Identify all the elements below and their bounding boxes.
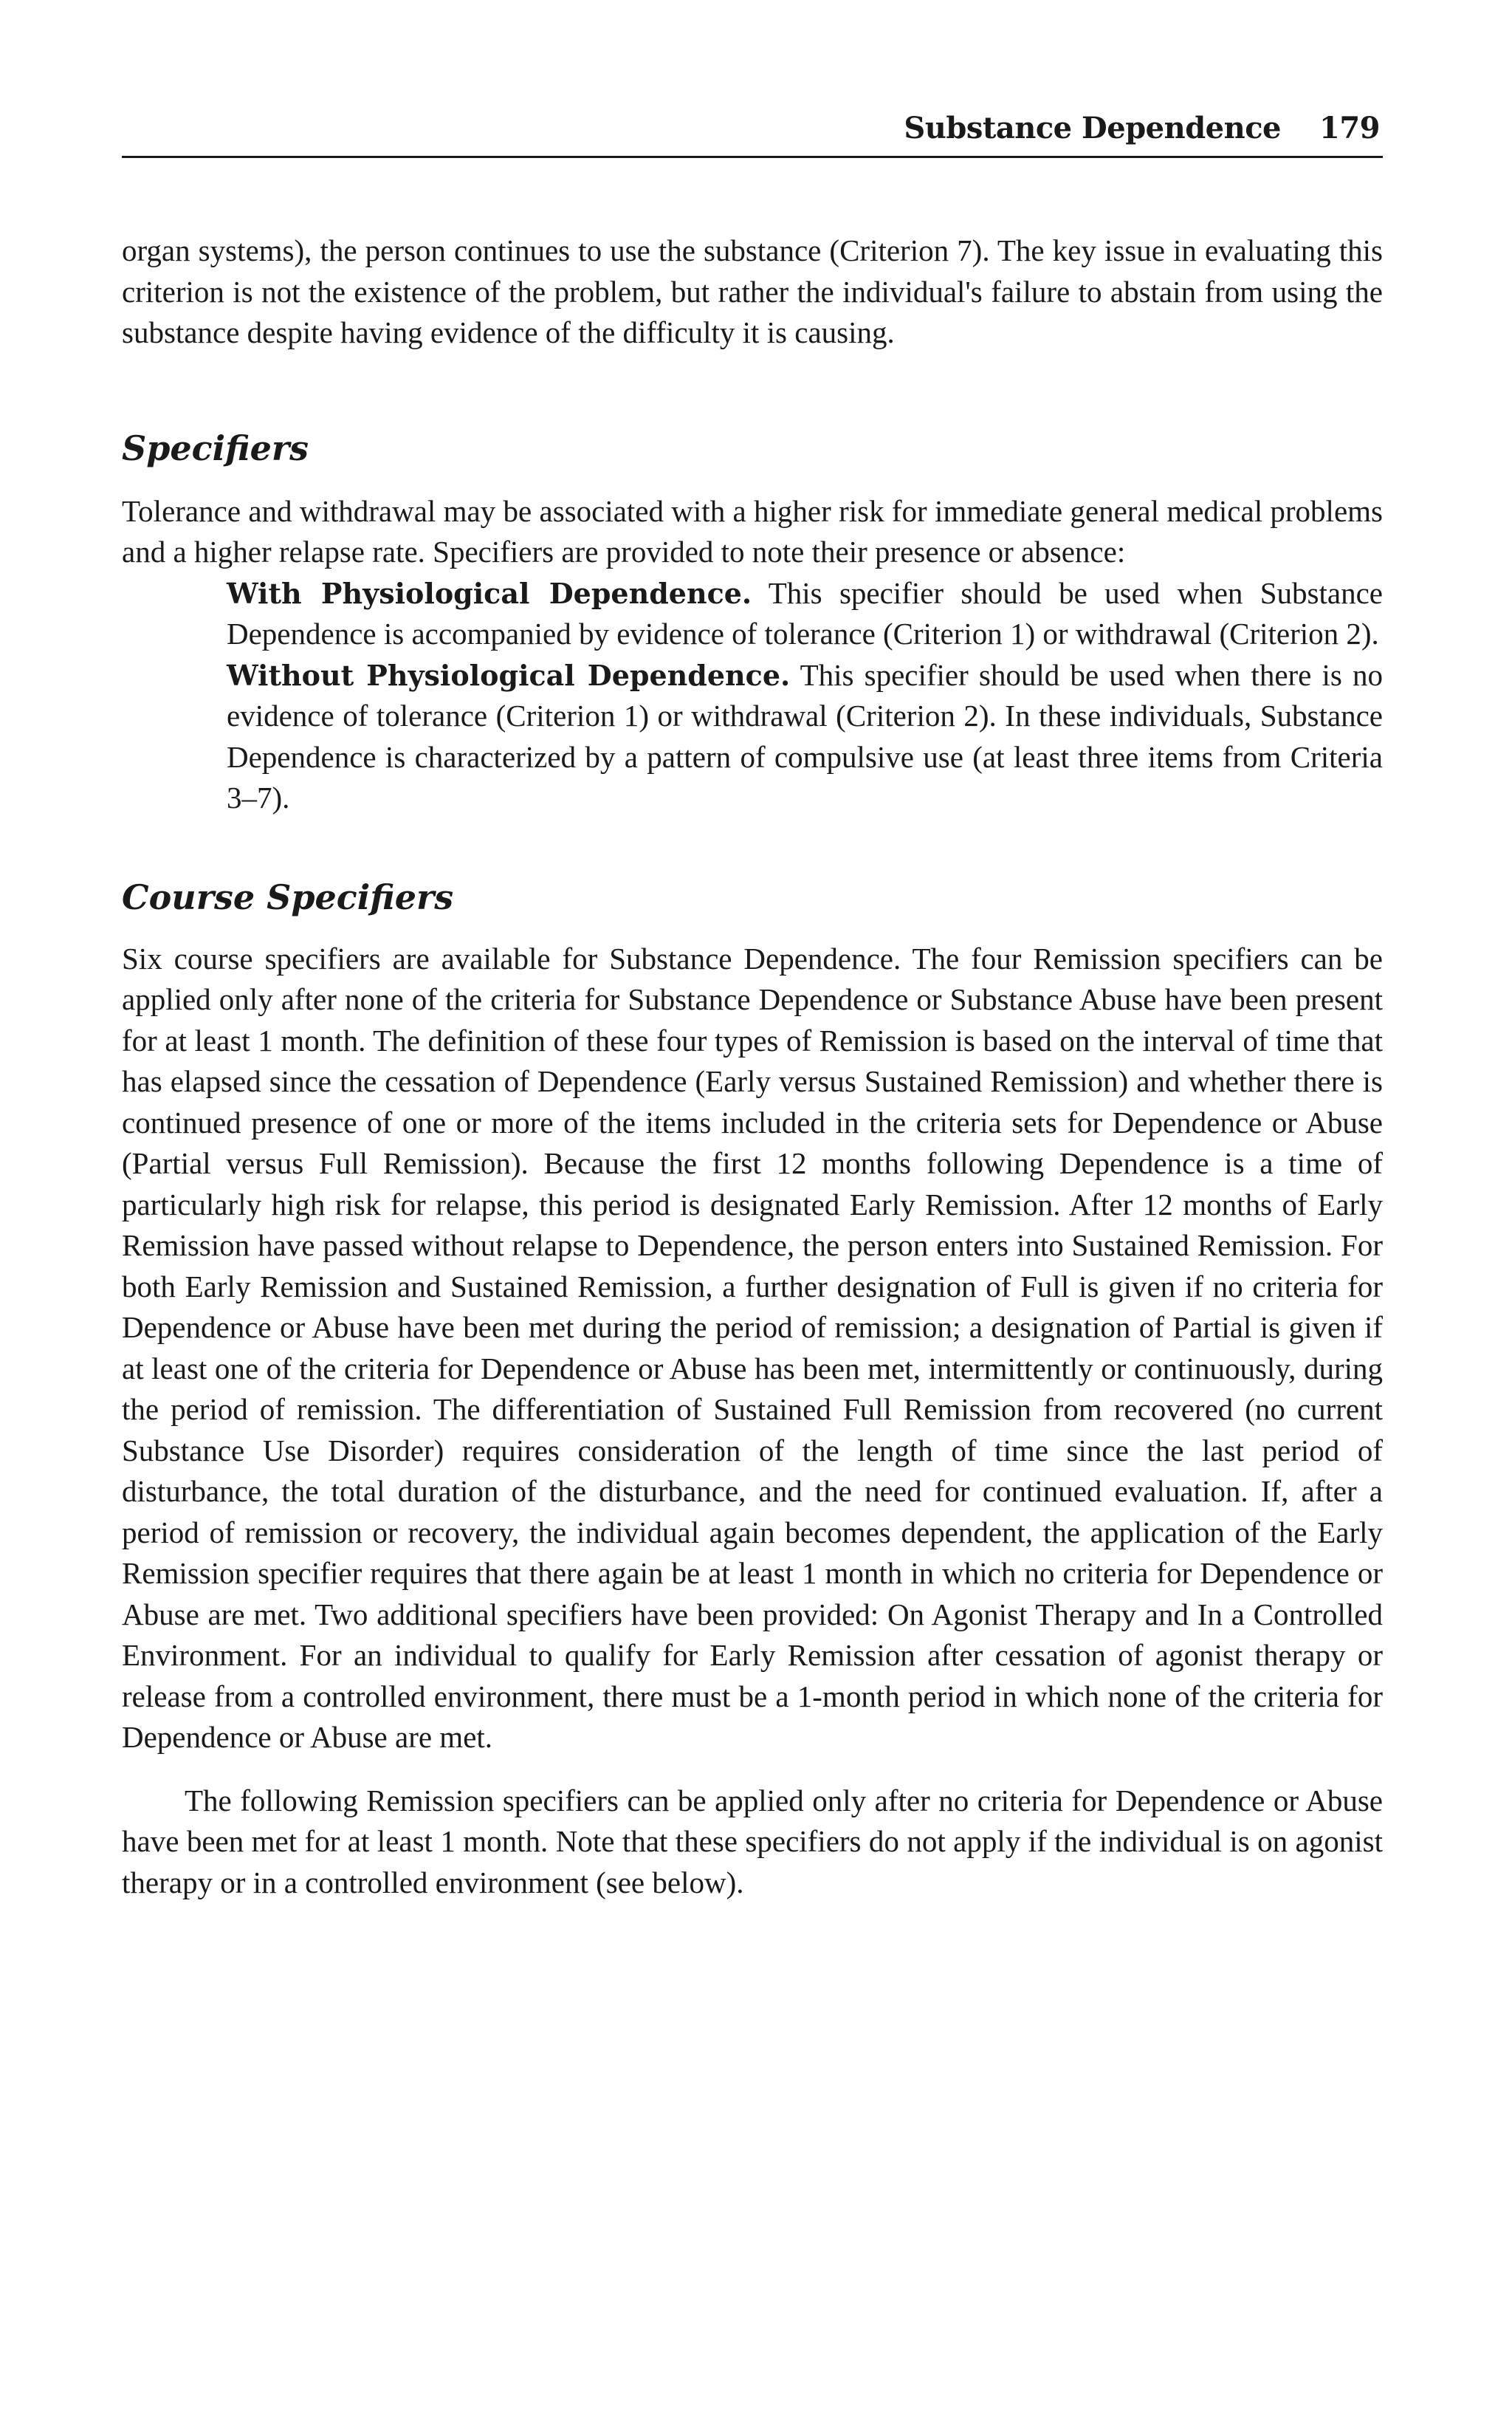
section-heading-course-specifiers: Course Specifiers [122,877,454,917]
specifier-list [227,573,1383,819]
specifier-item-without-physiological [227,655,1383,819]
course-specifiers-paragraph: Six course specifiers are available for Substance Dependence. The four Remission specifiers can be applied only after none of the criteria for Substance Dependence or Substance Abuse have been present for at least 1 month. The definition of these four types of Remission is based on the interval of time that has elapsed since the cessation of Dependence (Early versus Sustained Remission) and whether there is continued presence of one or more of the items included in the criteria sets for Dependence or Abuse (Partial versus Full Remission). Because the first 12 months following Dependence is a time of particularly high risk for relapse, this period is designated Early Remission. After 12 months of Early Remission have passed without relapse to Dependence, the person enters into Sustained Remission. For both Early Remission and Sustained Remission, a further designation of Full is given if no criteria for Dependence or Abuse have been met during the period of remission; a designation of Partial is given if at least one of the criteria for Dependence or Abuse has been met, intermittently or continuously, during the period of remission. The differentiation of Sustained Full Remission from recovered (no current Substance Use Disorder) requires consideration of the length of time since the last period of disturbance, the total duration of the disturbance, and the need for continued evaluation. If, after a period of remission or recovery, the individual again becomes dependent, the application of the Early Remission specifier requires that there again be at least 1 month in which no criteria for Dependence or Abuse are met. Two additional specifiers have been provided: On Agonist Therapy and In a Controlled Environment. For an individual to qualify for Early Remission after cessation of agonist therapy or release from a controlled environment, there must be a 1-month period in which none of the criteria for Dependence or Abuse are met. [122,941,1383,1754]
book-page [122,111,1383,1903]
remission-specifiers-paragraph: The following Remission specifiers can be applied only after no criteria for Dependence or Abuse have been met for at least 1 month. Note that these specifiers do not apply if the individual is on agonist therapy or in a controlled environment (see below). [122,1783,1383,1899]
running-head-title: Substance Dependence [904,111,1281,145]
specifiers-intro-paragraph: Tolerance and withdrawal may be associated with a higher risk for immediate general medical problems and a higher relapse rate. Specifiers are provided to note their presence or absence: [122,493,1383,569]
running-head [122,111,1383,158]
section-heading-specifiers: Specifiers [122,428,309,468]
continuation-paragraph: organ systems), the person continues to use the substance (Criterion 7). The key issue in evaluating this criterion is not the existence of the problem, but rather the individual's failure to abstain from using the substance despite having evidence of the difficulty it is causing. [122,233,1383,349]
specifier-item-with-physiological [227,573,1383,655]
specifier-term: Without Physiological Dependence. [227,658,791,692]
specifier-description: This specifier should be used when Substance Dependence is accompanied by evidence of tolerance (Criterion 1) or withdrawal (Criterion 2). [227,575,1383,651]
page-number: 179 [1319,111,1380,145]
specifier-description: This specifier should be used when there is no evidence of tolerance (Criterion 1) or withdrawal (Criterion 2). In these individuals, Substance Dependence is characterized by a pattern of compulsive use (at least three items from Criteria 3–7). [227,657,1383,815]
specifier-term: With Physiological Dependence. [227,576,752,610]
